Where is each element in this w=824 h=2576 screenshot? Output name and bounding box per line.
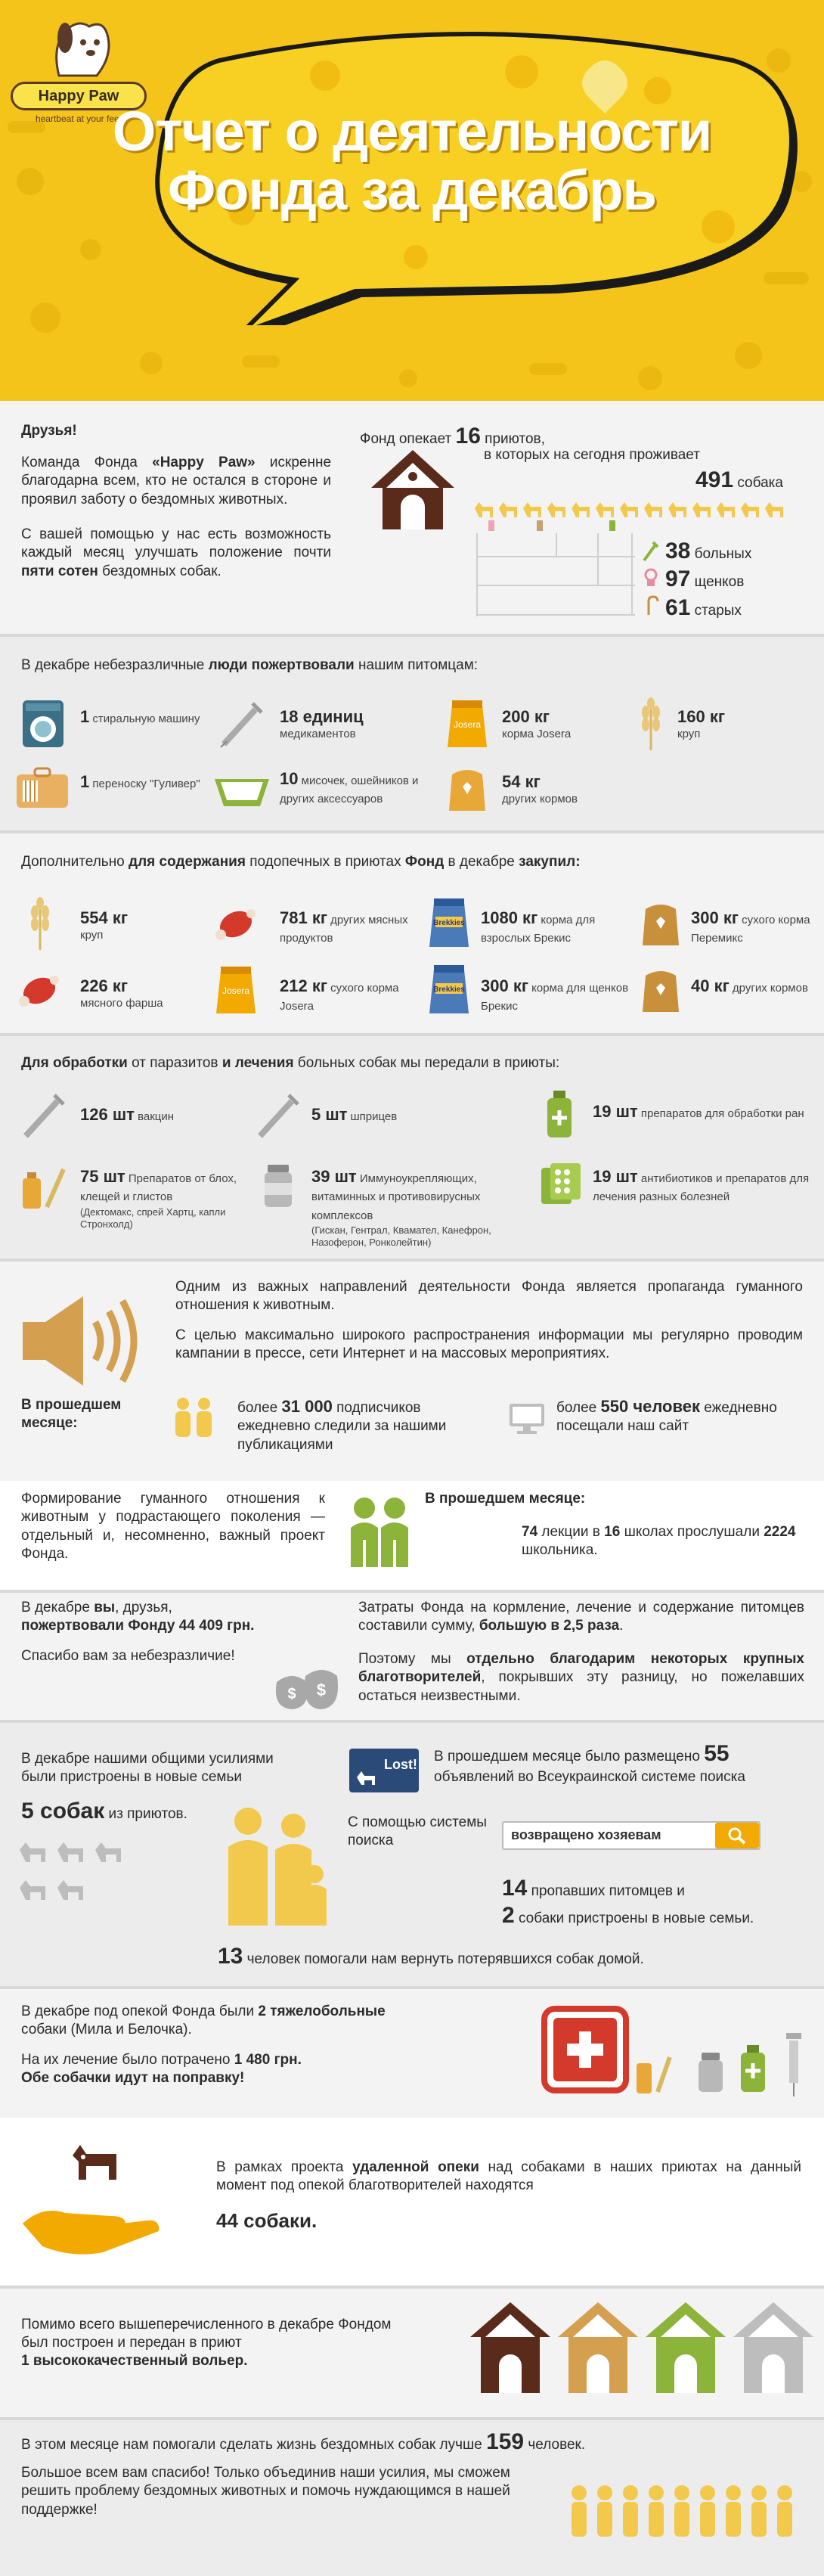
intro-text: С вашей помощью у нас есть возможность каждый месяц улучшать положение почти (21, 526, 331, 561)
item-value: 226 кг (80, 976, 128, 995)
food-bag-icon (215, 964, 257, 1016)
money-line1 (21, 1599, 324, 1617)
treatment-item-antibiotics (593, 1166, 812, 1206)
tree-line (476, 585, 635, 586)
bought-item-brekis-adult (481, 908, 632, 948)
page-title-line1: Отчет о деятельности (112, 100, 712, 163)
dogs-row-icon (473, 499, 806, 535)
money-right-p1 (358, 1599, 804, 1636)
tree-line (597, 533, 599, 585)
shelters-text: приютов, (480, 431, 545, 447)
money-bags-icon (272, 1662, 340, 1711)
heading-bold: для содержания (129, 854, 246, 870)
sick-bold: 2 тяжелобольные (258, 2003, 386, 2019)
treatment-heading (21, 1054, 559, 1072)
hand-with-dog-icon (20, 2140, 163, 2261)
tree-line (556, 533, 557, 556)
lectures-stat (522, 1523, 801, 1560)
heading-text: В декабре небезразличные (21, 657, 209, 673)
intro-section (0, 401, 824, 635)
sick-text: собаки (Мила и Белочка). (21, 2022, 192, 2038)
shelters-sub: в которых на сегодня проживает (484, 447, 700, 463)
bowl-icon (213, 773, 271, 808)
sick-count: 38 (665, 538, 691, 563)
food-sack-icon (641, 898, 680, 948)
subscribers-stat (237, 1396, 472, 1454)
lost-count: 14 (502, 1876, 528, 1901)
heading-text: в декабре (444, 854, 519, 870)
item-label: корма Josera (502, 728, 572, 741)
item-value: 39 шт (311, 1167, 357, 1186)
brand-name: «Happy Paw» (152, 455, 256, 470)
donated-heading (21, 656, 478, 675)
stat-text: подписчиков ежедневно следили за нашими публикациями (237, 1400, 447, 1453)
ads-count: 55 (704, 1741, 730, 1766)
heading-text: Дополнительно (21, 854, 129, 870)
lectures-count: 74 (522, 1524, 538, 1540)
magnifier-icon (727, 1826, 747, 1845)
item-label: других кормов (729, 982, 808, 995)
item-label: мисочек, ошейников и других аксессуаров (280, 774, 419, 806)
stat-text: школах прослушали (620, 1524, 764, 1540)
adoption-text: В декабре нашими общими усилиями были пристроены в новые семьи (21, 1751, 274, 1786)
intro-text: бездомных собак. (98, 563, 221, 579)
logo-tagline: heartbeat at your feet (35, 113, 122, 124)
education-text: Формирование гуманного отношения к животным у подрастающего поколения — отдельный и, несомненно, важный проект Фонда. (21, 1491, 325, 1562)
brekis-bag-icon (428, 897, 470, 950)
bought-item-mince (80, 976, 201, 1011)
intro-text: Команда Фонда (21, 455, 153, 470)
donated-item-josera (502, 706, 623, 742)
vitamin-jar-icon (262, 1163, 295, 1209)
heading-bold: Для обработки (21, 1055, 128, 1071)
placed-label: собаки пристроены в новые семьи. (514, 1910, 754, 1926)
item-value: 300 кг (481, 976, 528, 995)
adopted-label: из приютов. (104, 1806, 187, 1822)
bought-item-other (691, 976, 819, 997)
donated-item-carrier (80, 771, 209, 793)
remote-text-part: над собаками в наших приютах на данный момент под опекой благотворителей находятся (216, 2159, 802, 2194)
doghouses-icon (469, 2299, 816, 2398)
intro-text: искренне благодарна всем, кто не остался в стороне и проявил заботу о бездомных животных. (21, 455, 332, 507)
item-label: стиральную машину (89, 712, 200, 725)
shelters-text: Фонд опекает (360, 431, 456, 447)
megaphone-icon (20, 1292, 141, 1390)
item-value: 300 кг (691, 908, 739, 927)
item-label: корма для взрослых Брекис (481, 914, 596, 945)
money-text: . (619, 1618, 624, 1634)
donated-item-grain (677, 706, 798, 742)
propaganda-p2: С целью максимально широкого распространения информации мы регулярно проводим кампании в прессе, сети Интернет и на массовых мероприятиях. (175, 1327, 803, 1362)
wheat-icon (632, 697, 670, 752)
placed-stat (502, 1901, 819, 1930)
puppies (665, 565, 744, 594)
sick-text: На их лечение было потрачено (21, 2052, 234, 2068)
last-month-label: В прошедшем месяце: (21, 1397, 122, 1432)
item-value: 212 кг (280, 976, 327, 995)
greeting: Друзья! (21, 423, 77, 439)
money-text: Затраты Фонда на кормление, лечение и содержание питомцев составили сумму, (358, 1600, 804, 1634)
item-value: 1080 кг (481, 908, 538, 927)
money-text: В декабре (21, 1600, 94, 1615)
item-value: 126 шт (80, 1105, 135, 1124)
syringe-icon (643, 541, 659, 562)
sick-p1 (21, 2003, 414, 2040)
sick-text: В декабре под опекой Фонда были (21, 2003, 259, 2019)
propaganda-p1: Одним из важных направлений деятельности Фонда является пропаганда гуманного отношения к животным. (175, 1279, 803, 1314)
donated-item-bowls (280, 768, 431, 808)
stat-text: ежедневно посещали наш сайт (556, 1400, 777, 1435)
item-value: 200 кг (502, 707, 550, 726)
stat-text: более (237, 1400, 282, 1416)
brekis-bag-icon (428, 964, 470, 1016)
item-value: 18 единиц (280, 707, 364, 726)
treatment-item-fleas (80, 1166, 262, 1231)
dog-logo-icon (44, 15, 113, 83)
money-bold: большую в 2,5 раза (479, 1618, 620, 1634)
intro-paragraph-2 (21, 526, 331, 581)
donated-section (0, 637, 824, 832)
sick-p3: Обе собачки идут на поправку! (21, 2070, 245, 2086)
syringe-icon (256, 1091, 301, 1141)
item-value: 75 шт (80, 1167, 125, 1186)
washing-machine-icon (21, 699, 65, 749)
bought-item-brekis-puppy (481, 976, 632, 1016)
search-help-text: С помощью системы поиска (348, 1814, 487, 1849)
donated-item-other-food (502, 771, 623, 807)
crowd-icon (568, 2479, 810, 2540)
item-value: 10 (280, 769, 299, 788)
svg-text:Brekkies: Brekkies (433, 985, 465, 994)
enclosure-bold: 1 высококачественный вольер. (21, 2353, 248, 2369)
tree-line (476, 614, 635, 616)
item-label: антибиотиков и препаратов для лечения разных болезней (593, 1172, 810, 1204)
schools-count: 16 (604, 1524, 621, 1540)
heading-bold: люди пожертвовали (208, 657, 355, 673)
item-label: вакцин (134, 1110, 175, 1123)
stat-text: более (556, 1400, 601, 1416)
page-title-line2: Фонда за декабрь (168, 159, 656, 222)
item-value: 19 шт (593, 1167, 638, 1186)
puppies-label: щенков (690, 574, 745, 590)
sick-bold: 1 480 грн. (234, 2052, 302, 2068)
item-label: корма для щенков Брекис (481, 982, 629, 1013)
ads-text: В прошедшем месяце было размещено (434, 1749, 705, 1764)
item-label: других кормов (502, 793, 578, 806)
item-label: медикаментов (280, 728, 356, 741)
money-text: , покрывших эту разницу, но пожелавших остаться неизвестными. (358, 1669, 804, 1704)
flea-treatment-icon (635, 2050, 673, 2095)
item-value: 781 кг (280, 908, 327, 927)
enclosure-text: Помимо всего вышеперечисленного в декабре Фондом был построен и передан в приют (21, 2317, 392, 2351)
bottle-icon (543, 1089, 576, 1139)
hero-banner (0, 0, 824, 401)
money-thanks: Спасибо вам за небезразличие! (21, 1648, 235, 1664)
remote-text (216, 2159, 801, 2196)
treatment-item-vitamins (311, 1166, 538, 1249)
svg-text:$: $ (287, 1686, 296, 1702)
heading-text: нашим питомцам: (354, 657, 479, 673)
remote-section (0, 2118, 824, 2287)
heading-text: подопечных в приютах (245, 854, 405, 870)
cane-icon (643, 595, 659, 616)
helpers-total: 159 (486, 2429, 525, 2454)
bottle-icon (738, 2044, 768, 2093)
item-label: шприцев (347, 1110, 398, 1123)
food-sack-icon (448, 764, 487, 814)
old-count: 61 (665, 595, 691, 620)
bought-item-josera (280, 976, 423, 1016)
treatment-item-wounds (593, 1101, 804, 1122)
pills-icon (540, 1162, 582, 1207)
money-bold: отдельно благодарим некоторых крупных благотворителей (358, 1651, 805, 1686)
tree-line (476, 533, 478, 616)
syringe-icon (21, 1091, 67, 1141)
enclosure-section (0, 2289, 824, 2419)
subscribers-count: 31 000 (281, 1397, 333, 1416)
pacifier-icon (643, 567, 659, 588)
adopted-count: 5 собак (21, 1799, 105, 1823)
item-label: препаратов для обработки ран (637, 1107, 804, 1120)
tree-line (631, 533, 633, 614)
item-value: 554 кг (80, 908, 128, 927)
food-bag-icon (446, 697, 488, 750)
site-visitors-stat (556, 1396, 806, 1436)
remote-text-part: В рамках проекта (216, 2159, 353, 2175)
final-text: В этом месяце нам помогали сделать жизнь бездомных собак лучше (21, 2437, 487, 2453)
syringe-icon (779, 2030, 809, 2098)
item-value: 54 кг (502, 772, 541, 791)
helpers-stat (218, 1942, 815, 1971)
money-section (0, 1593, 824, 1721)
item-value: 160 кг (677, 707, 725, 726)
search-value: возвращено хозяевам (511, 1827, 661, 1842)
puppies-count: 97 (665, 566, 691, 591)
wheat-icon (21, 897, 59, 951)
meat-icon (15, 971, 64, 1009)
heading-text: от паразитов (127, 1055, 222, 1071)
item-label: сухого корма Перемикс (691, 914, 810, 945)
item-value: 19 шт (593, 1102, 638, 1121)
adoption-section (0, 1723, 824, 1988)
visitors-count: 550 человек (600, 1397, 700, 1416)
item-sub: (Дектомакс, спрей Хартц, капли Стронхолд) (80, 1206, 226, 1230)
intro-paragraph-1 (21, 454, 331, 509)
item-label: мясного фарша (80, 997, 163, 1010)
heading-bold: Фонд (404, 854, 445, 870)
item-sub: (Гискан, Гентрал, Квамател, Канефрон, Назоферон, Ронколейтин) (311, 1224, 491, 1249)
sick-dogs (665, 537, 751, 566)
old-dogs (665, 594, 742, 622)
svg-text:Brekkies: Brekkies (433, 919, 465, 927)
item-value: 1 (80, 772, 90, 791)
food-sack-icon (641, 965, 680, 1015)
bought-section (0, 833, 824, 1035)
item-label: круп (677, 728, 701, 741)
svg-text:Josera: Josera (221, 985, 250, 996)
bought-item-peremiks (691, 908, 819, 948)
logo-name: Happy Paw (11, 82, 147, 110)
sick-p2 (21, 2051, 414, 2069)
vitamin-jar-icon (695, 2051, 726, 2093)
tree-line (476, 556, 635, 557)
syringe-icon (219, 699, 265, 749)
treatment-section (0, 1036, 824, 1260)
remote-count: 44 собаки. (216, 2209, 318, 2232)
lost-pets-stat (502, 1874, 804, 1903)
money-bold: вы (94, 1600, 116, 1615)
pupils-count: 2224 (764, 1524, 796, 1540)
final-thanks: Большое всем вам спасибо! Только объединив наши усилия, мы сможем решить проблему бездомных животных и помочь нуждающимся в нашей поддержке! (21, 2465, 510, 2518)
money-text: , друзья, (115, 1600, 172, 1615)
stat-text: школьника. (522, 1542, 598, 1559)
sick-section (0, 1989, 824, 2118)
money-amount: пожертвовали Фонду 44 409 грн. (21, 1618, 255, 1634)
item-label: круп (80, 929, 104, 942)
remote-bold: удаленной опеки (352, 2159, 479, 2175)
ads-stat (434, 1740, 804, 1787)
children-icon (346, 1494, 414, 1570)
item-label: сухого корма Josera (280, 982, 399, 1013)
ads-text: объявлений во Всеукраинской системе поиска (434, 1769, 745, 1786)
heading-bold: закупил: (519, 854, 581, 870)
people-icon (169, 1396, 218, 1439)
adopted-dogs (21, 1797, 187, 1826)
doghouse-icon (367, 446, 458, 533)
treatment-item-vaccines (80, 1104, 231, 1125)
money-right-p2 (358, 1650, 804, 1705)
item-value: 5 шт (311, 1105, 348, 1124)
bought-heading (21, 853, 581, 871)
dogs-label: собака (733, 475, 783, 491)
bought-item-grain (80, 908, 201, 943)
first-aid-icon (541, 2006, 629, 2093)
meat-icon (213, 905, 259, 942)
old-label: старых (690, 603, 742, 619)
item-label: других мясных продуктов (280, 914, 408, 945)
dogs-group-icon (17, 1835, 130, 1910)
final-text: человек. (524, 2437, 586, 2453)
item-label: Препаратов от блох, клещей и глистов (80, 1172, 237, 1204)
treatment-item-syringes (311, 1104, 463, 1125)
intro-bold: пяти сотен (21, 563, 98, 579)
bought-item-meat (280, 908, 423, 948)
monitor-icon (508, 1402, 546, 1435)
family-icon (218, 1805, 331, 1933)
helpers-count: 13 (218, 1944, 243, 1969)
donated-item-washer (80, 706, 201, 728)
helpers-label: человек помогали нам вернуть потерявшихся собак домой. (243, 1951, 644, 1967)
education-last-month: В прошедшем месяце: (425, 1491, 586, 1507)
item-label: Иммуноукрепляющих, витаминных и противовирусных комплексов (311, 1172, 481, 1222)
sick-label: больных (690, 546, 752, 562)
propaganda-section (0, 1262, 824, 1481)
item-value: 1 (80, 707, 90, 726)
item-label: переноску "Гуливер" (89, 777, 200, 790)
placed-count: 2 (502, 1903, 515, 1928)
lost-badge-text: Lost! (384, 1757, 417, 1772)
item-value: 40 кг (691, 976, 730, 995)
money-text: Поэтому мы (358, 1651, 467, 1667)
shelters-count: 16 (455, 424, 481, 448)
stat-text: лекции в (537, 1524, 605, 1540)
heading-text: больных собак мы передали в приюты: (293, 1055, 560, 1071)
flea-treatment-icon (20, 1162, 68, 1212)
education-section (0, 1481, 824, 1591)
final-section (0, 2420, 824, 2576)
lost-label: пропавших питомцев и (527, 1883, 685, 1899)
svg-text:Josera: Josera (453, 719, 482, 730)
svg-text:$: $ (316, 1681, 327, 1699)
carrier-icon (15, 767, 70, 809)
dogs-total (695, 466, 783, 495)
final-line1 (21, 2428, 807, 2457)
dogs-count: 491 (695, 467, 734, 492)
donated-item-meds (280, 706, 416, 742)
heading-bold: и лечения (221, 1055, 294, 1071)
